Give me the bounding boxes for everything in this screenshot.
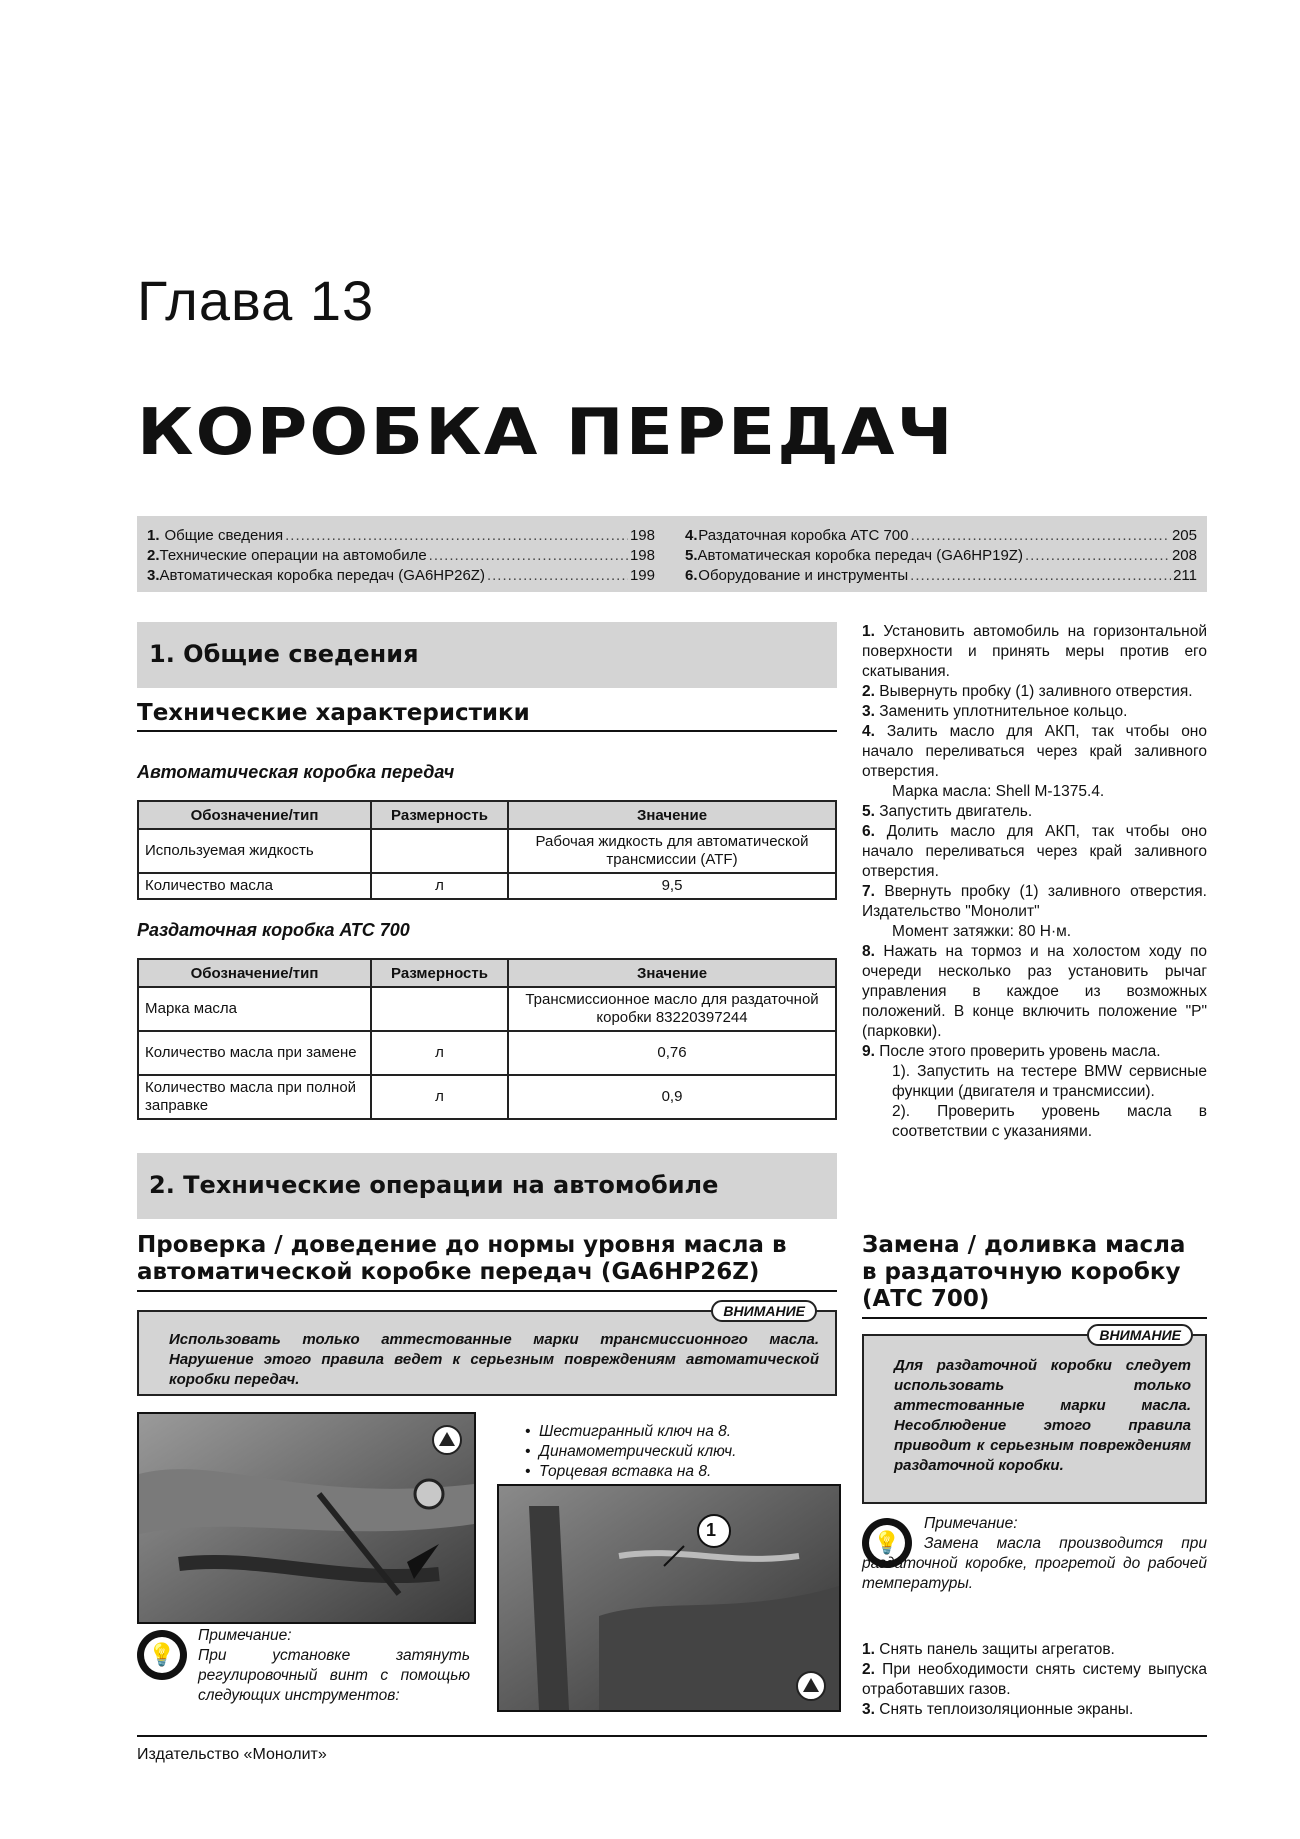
table-cell: л (371, 873, 508, 899)
attention-text: Для раздаточной коробки следует использовать только аттестованные марки масла. Несоблюдение этого правила приводит к серьезным повреждениям раздаточной коробки. (894, 1357, 1191, 1474)
table-cell: Количество масла при полной заправке (138, 1075, 371, 1119)
table-cell: л (371, 1075, 508, 1119)
spec-table-transmission (137, 800, 837, 900)
transmission-photo (137, 1412, 476, 1624)
toc-page: 198 (629, 547, 655, 564)
list-item: 9. После этого проверить уровень масла. (862, 1043, 1161, 1060)
table1-caption: Автоматическая коробка передач (137, 762, 455, 782)
transfer-case-steps (862, 1640, 1207, 1720)
list-item: 1). Запустить на тестере BMW сервисные функции (двигателя и трансмиссии). (892, 1063, 1207, 1100)
list-item: • Шестигранный ключ на 8. (525, 1423, 732, 1440)
note-text: При установке затянуть регулировочный винт с помощью следующих инструментов: (198, 1647, 470, 1704)
filler-plug-photo (497, 1484, 841, 1712)
toc-num: 4. (685, 527, 698, 544)
list-item: 2. Вывернуть пробку (1) заливного отверстия. (862, 683, 1193, 700)
table-row (138, 1031, 836, 1075)
list-item: 3. Снять теплоизоляционные экраны. (862, 1701, 1134, 1718)
toc-num: 6. (685, 567, 698, 584)
list-item: Момент затяжки: 80 Н·м. (892, 923, 1072, 940)
table-header: Размерность (371, 959, 508, 987)
photo-callout: 1 (706, 1520, 717, 1540)
toc-num: 2. (147, 547, 160, 564)
list-item: 5. Запустить двигатель. (862, 803, 1033, 820)
table-row (138, 873, 836, 899)
chapter-label: Глава 13 (137, 269, 375, 332)
table-cell: Количество масла (138, 873, 371, 899)
table-cell: 9,5 (508, 873, 836, 899)
table-row (138, 829, 836, 873)
list-item: 1. Установить автомобиль на горизонтальной поверхности и принять меры против его скатывания. (862, 623, 1207, 680)
table-header: Значение (508, 959, 836, 987)
toc-title: Автоматическая коробка передач (GA6HP19Z) (697, 547, 1023, 564)
toc-entry[interactable] (685, 546, 1197, 566)
table-header: Обозначение/тип (138, 801, 371, 829)
list-item: Марка масла: Shell M-1375.4. (892, 783, 1105, 800)
toc-left-column (147, 526, 655, 586)
transfer-case-heading: Замена / доливка масла в раздаточную коробку (АТС 700) (862, 1232, 1207, 1319)
table-row (138, 1075, 836, 1119)
attention-text: Использовать только аттестованные марки трансмиссионного масла. Нарушение этого правила ведет к серьезным повреждениям автоматической коробки передач. (169, 1331, 819, 1388)
toc-title: Общие сведения (164, 527, 284, 544)
toc-right-column (685, 526, 1197, 586)
toc-page: 208 (1171, 547, 1197, 564)
note-box (862, 1514, 1207, 1594)
attention-box (137, 1303, 837, 1396)
toc-page: 205 (1171, 527, 1197, 544)
attention-badge: ВНИМАНИЕ (711, 1300, 817, 1322)
footer-publisher: Издательство «Монолит» (137, 1746, 327, 1763)
toc-page: 211 (1173, 567, 1197, 584)
right-column-steps (862, 622, 1207, 1142)
list-item: 2. При необходимости снять систему выпуска отработавших газов. (862, 1661, 1207, 1698)
table-cell: Используемая жидкость (138, 829, 371, 873)
table-header-row (138, 959, 836, 987)
table-cell: Рабочая жидкость для автоматической трансмиссии (ATF) (508, 829, 836, 873)
table-cell: Трансмиссионное масло для раздаточной коробки 83220397244 (508, 987, 836, 1031)
table-cell: Марка масла (138, 987, 371, 1031)
section-2-heading: 2. Технические операции на автомобиле (137, 1153, 837, 1219)
table-header: Размерность (371, 801, 508, 829)
note-label: Примечание: (198, 1627, 292, 1644)
page-title: КОРОБКА ПЕРЕДАЧ (137, 396, 955, 470)
table-cell: 0,76 (508, 1031, 836, 1075)
footer-rule (137, 1735, 1207, 1737)
note-icon: 💡 (137, 1630, 187, 1680)
toc-num: 5. (685, 547, 698, 564)
table-cell: 0,9 (508, 1075, 836, 1119)
list-item: • Торцевая вставка на 8. (525, 1463, 712, 1480)
table-cell: л (371, 1031, 508, 1075)
toc-entry[interactable] (147, 566, 655, 586)
table-cell (371, 829, 508, 873)
note-icon: 💡 (862, 1518, 912, 1568)
section-1-heading: 1. Общие сведения (137, 622, 837, 688)
table-row (138, 987, 836, 1031)
attention-badge: ВНИМАНИЕ (1087, 1324, 1193, 1346)
toc-entry[interactable] (147, 546, 655, 566)
table-cell (371, 987, 508, 1031)
toc-entry[interactable] (685, 566, 1197, 586)
toc-num: 3. (147, 567, 160, 584)
list-item: 7. Ввернуть пробку (1) заливного отверстия. Издательство "Монолит" (862, 883, 1207, 920)
tool-list (525, 1422, 736, 1482)
list-item: • Динамометрический ключ. (525, 1443, 737, 1460)
note-text: Замена масла производится при раздаточной коробке, прогретой до рабочей температуры. (862, 1535, 1207, 1592)
list-item: 1. Снять панель защиты агрегатов. (862, 1641, 1115, 1658)
list-item: 6. Долить масло для АКП, так чтобы оно начало переливаться через край заливного отверстия. (862, 823, 1207, 880)
toc-page: 198 (629, 527, 655, 544)
table2-caption: Раздаточная коробка АТС 700 (137, 920, 410, 940)
toc-title: Оборудование и инструменты (698, 567, 909, 584)
attention-box (862, 1327, 1207, 1504)
toc-title: Автоматическая коробка передач (GA6HP26Z) (159, 567, 485, 584)
table-cell: Количество масла при замене (138, 1031, 371, 1075)
toc-num: 1. (147, 527, 160, 544)
list-item: 8. Нажать на тормоз и на холостом ходу по очереди несколько раз установить рычаг управления в каждое из возможных положений. В конце включить положение "Р" (парковки). (862, 943, 1207, 1040)
toc-title: Раздаточная коробка ATC 700 (698, 527, 909, 544)
note-label: Примечание: (924, 1515, 1018, 1532)
list-item: 3. Заменить уплотнительное кольцо. (862, 703, 1128, 720)
table-header: Обозначение/тип (138, 959, 371, 987)
table-header: Значение (508, 801, 836, 829)
table-of-contents (137, 516, 1207, 592)
list-item: 4. Залить масло для АКП, так чтобы оно начало переливаться через край заливного отверстия. (862, 723, 1207, 780)
toc-title: Технические операции на автомобиле (159, 547, 427, 564)
spec-table-transfer-case (137, 958, 837, 1120)
toc-page: 199 (629, 567, 655, 584)
toc-entry[interactable] (685, 526, 1197, 546)
toc-entry[interactable] (147, 526, 655, 546)
oil-check-heading: Проверка / доведение до нормы уровня масла в автоматической коробке передач (GA6HP26Z) (137, 1232, 837, 1292)
tech-specs-heading: Технические характеристики (137, 700, 837, 732)
note-box (198, 1626, 470, 1706)
list-item: 2). Проверить уровень масла в соответствии с указаниями. (892, 1103, 1207, 1140)
table-header-row (138, 801, 836, 829)
